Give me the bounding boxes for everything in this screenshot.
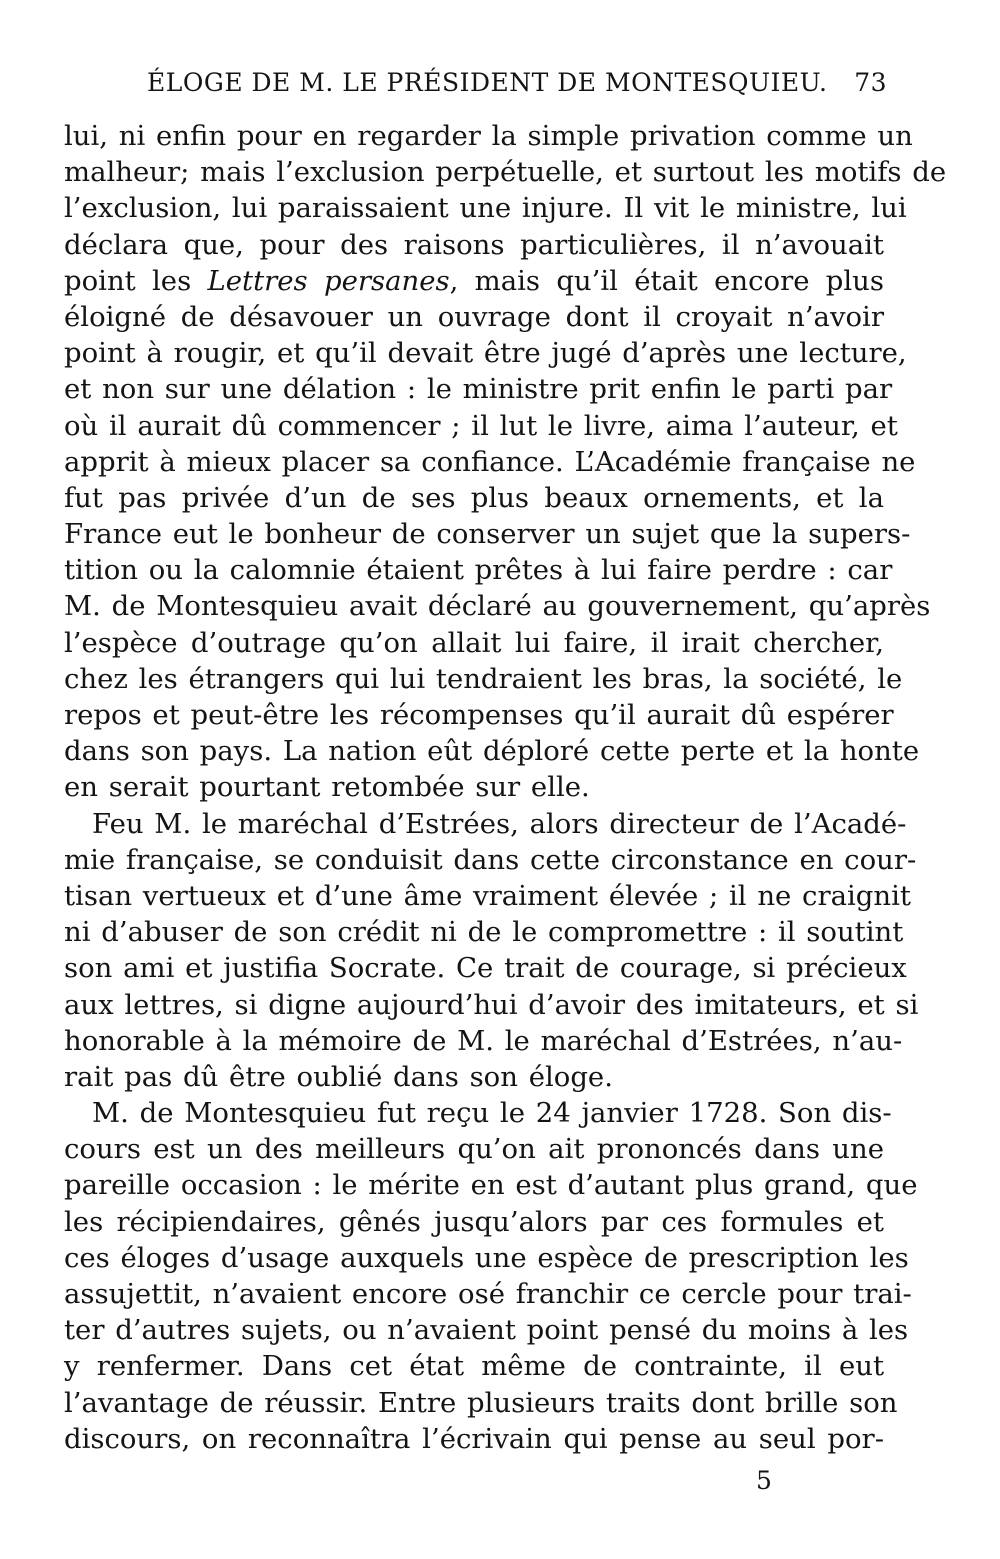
text-line: rait pas dû être oublié dans son éloge. — [64, 1060, 613, 1093]
text-line: pareille occasion : le mérite en est d’autant plus grand, que — [64, 1169, 918, 1202]
text-line: les récipiendaires, gênés jusqu’alors par ces formules et — [64, 1205, 884, 1238]
text-line: et non sur une délation : le ministre prit enfin le parti par — [64, 373, 893, 406]
signature-mark: 5 — [756, 1466, 772, 1495]
text-line: en serait pourtant retombée sur elle. — [64, 771, 590, 804]
book-title-italic: Lettres persanes — [207, 264, 450, 297]
text-line: éloigné de désavouer un ouvrage dont il croyait n’avoir — [64, 300, 884, 333]
page-number: 73 — [854, 68, 887, 97]
text-line: ces éloges d’usage auxquels une espèce de prescription les — [64, 1241, 909, 1274]
text-line: aux lettres, si digne aujourd’hui d’avoir des imitateurs, et si — [64, 988, 919, 1021]
text-line: point les Lettres persanes, mais qu’il était encore plus — [64, 264, 885, 297]
running-title: ÉLOGE DE M. LE PRÉSIDENT DE MONTESQUIEU. — [147, 68, 828, 97]
text-line: tisan vertueux et d’une âme vraiment élevée ; il ne craignit — [64, 879, 911, 912]
running-head — [147, 68, 887, 108]
text-line: chez les étrangers qui lui tendraient les bras, la société, le — [64, 662, 903, 695]
text-line: M. de Montesquieu avait déclaré au gouvernement, qu’après — [64, 590, 931, 623]
text-line: y renfermer. Dans cet état même de contrainte, il eut — [64, 1350, 884, 1383]
text-line: où il aurait dû commencer ; il lut le livre, aima l’auteur, et — [64, 409, 898, 442]
text-line: discours, on reconnaîtra l’écrivain qui pense au seul por- — [64, 1422, 884, 1455]
text-line: M. de Montesquieu fut reçu le 24 janvier 1728. Son dis- — [92, 1097, 892, 1130]
text-line: apprit à mieux placer sa confiance. L’Académie française ne — [64, 445, 916, 478]
text-line: assujettit, n’avaient encore osé franchir ce cercle pour trai- — [64, 1278, 912, 1310]
text-line: l’avantage de réussir. Entre plusieurs traits dont brille son — [64, 1386, 898, 1419]
text-line: fut pas privée d’un de ses plus beaux ornements, et la — [64, 481, 884, 514]
text-line: l’espèce d’outrage qu’on allait lui faire, il irait chercher, — [64, 626, 884, 659]
text-line: ter d’autres sujets, ou n’avaient point pensé du moins à les — [64, 1314, 909, 1347]
text-line: honorable à la mémoire de M. le maréchal d’Estrées, n’au- — [64, 1024, 903, 1057]
text-line: déclara que, pour des raisons particulières, il n’avouait — [64, 228, 884, 261]
text-line: Feu M. le maréchal d’Estrées, alors directeur de l’Acadé- — [92, 807, 907, 840]
text-line: tition ou la calomnie étaient prêtes à lui faire perdre : car — [64, 554, 893, 587]
text-line: malheur; mais l’exclusion perpétuelle, et surtout les motifs de — [64, 156, 947, 189]
text-line: mie française, se conduisit dans cette circonstance en cour- — [64, 843, 917, 876]
text-line: cours est un des meilleurs qu’on ait prononcés dans une — [64, 1133, 884, 1166]
text-line: repos et peut-être les récompenses qu’il aurait dû espérer — [64, 699, 894, 731]
text-line: dans son pays. La nation eût déploré cette perte et la honte — [64, 735, 920, 768]
text-line: France eut le bonheur de conserver un sujet que la supers- — [64, 518, 911, 551]
text-line: lui, ni enfin pour en regarder la simple privation comme un — [64, 120, 913, 152]
text-line: l’exclusion, lui paraissaient une injure. Il vit le ministre, lui — [64, 192, 907, 225]
body-text — [64, 118, 947, 1457]
text-line: son ami et justifia Socrate. Ce trait de courage, si précieux — [64, 952, 907, 985]
text-line: ni d’abuser de son crédit ni de le compromettre : il soutint — [64, 916, 904, 949]
text-line: point à rougir, et qu’il devait être jugé d’après une lecture, — [64, 337, 907, 370]
